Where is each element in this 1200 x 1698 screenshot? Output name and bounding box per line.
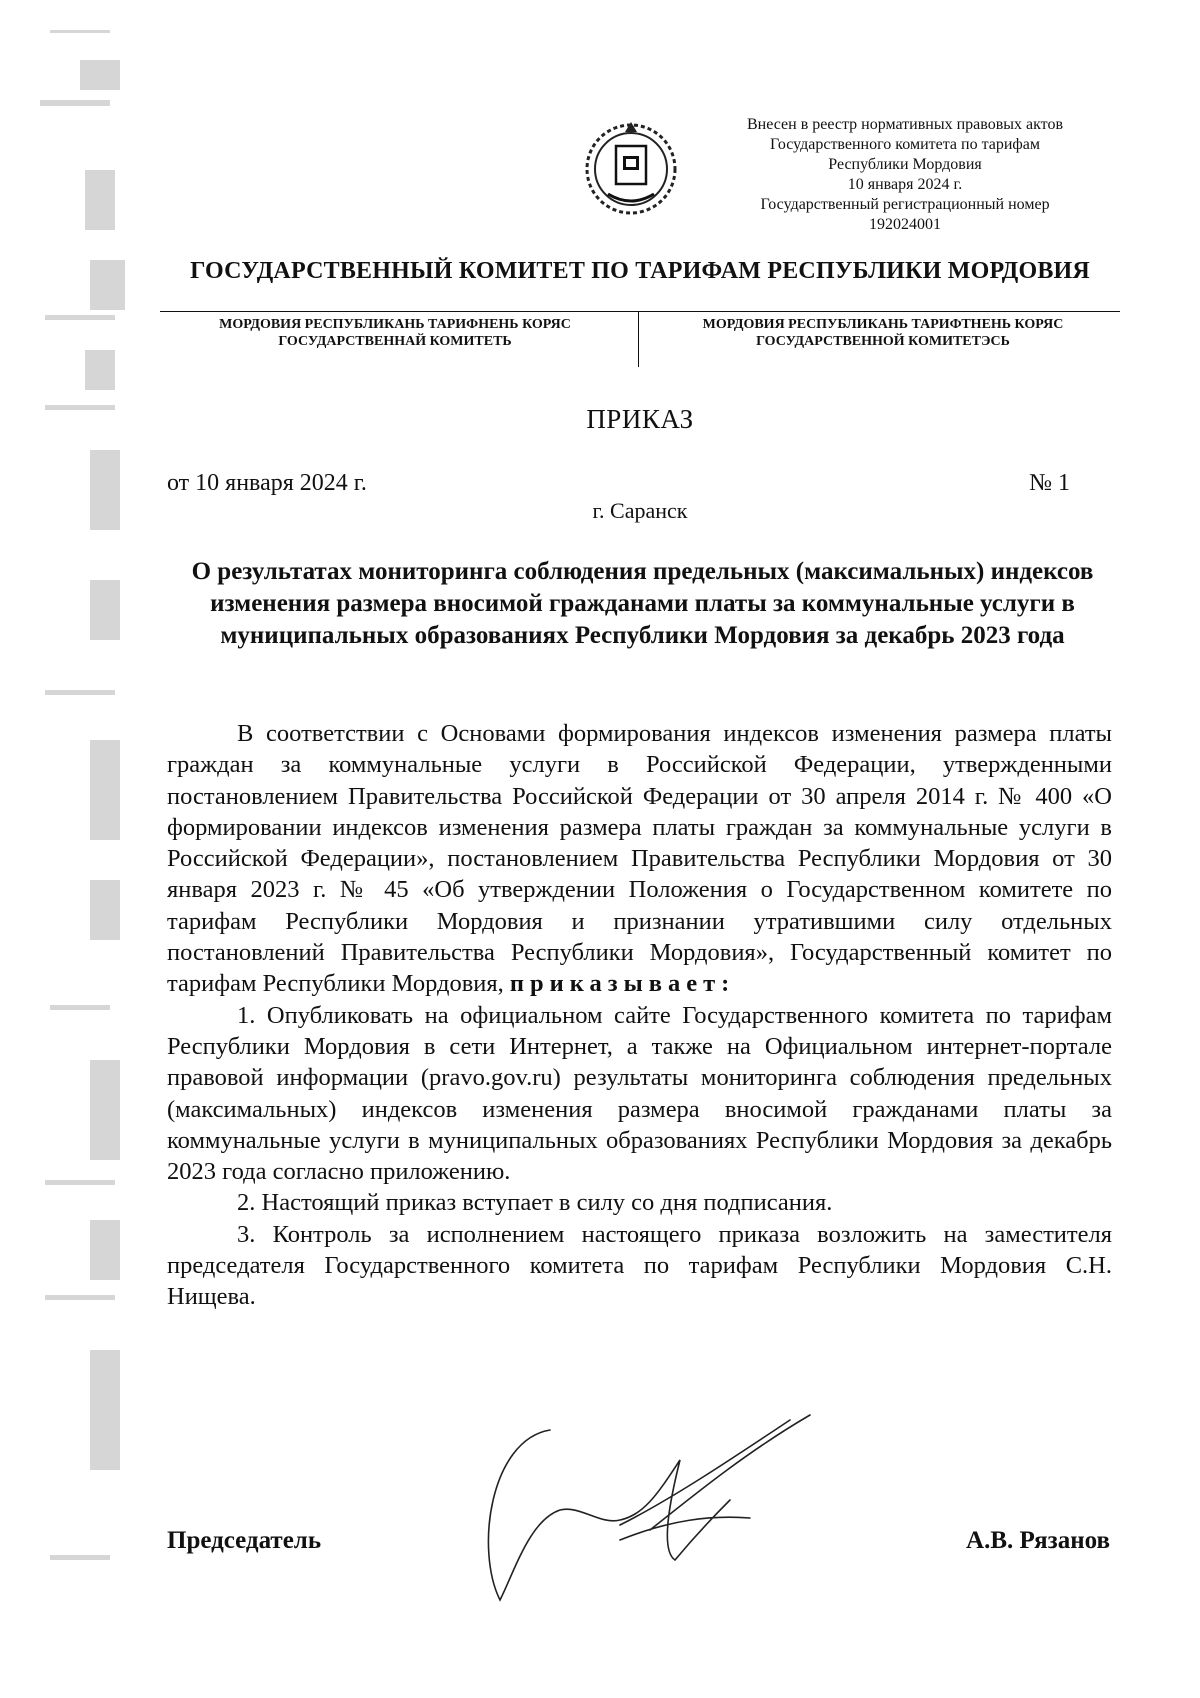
order-item-1: 1. Опубликовать на официальном сайте Государственного комитета по тарифам Республики Мордовия в сети Интернет, а также на Официальном интернет-портале правовой информации (pravo.gov.ru) результаты мониторинга соблюдения предельных (максимальных) индексов изменения размера вносимой гражданами платы за коммунальные услуги в муниципальных образованиях Республики Мордовия за декабрь 2023 года согласно приложению. [167, 1001, 1112, 1186]
orders-word: приказывает: [509, 970, 736, 998]
order-body [167, 718, 1112, 1313]
order-date: от 10 января 2024 г. [167, 470, 367, 496]
order-number: № 1 [1029, 470, 1070, 496]
document-type: ПРИКАЗ [586, 404, 694, 434]
subtitle-line: ГОСУДАРСТВЕННОЙ КОМИТЕТЭСЬ [756, 334, 1010, 349]
committee-subtitle-right [648, 316, 1118, 350]
order-subject: О результатах мониторинга соблюдения предельных (максимальных) индексов изменения размера вносимой гражданами платы за коммунальные услуги в муниципальных образованиях Республики Мордовия за декабрь 2023 года [191, 558, 1094, 649]
subtitle-line: МОРДОВИЯ РЕСПУБЛИКАНЬ ТАРИФТНЕНЬ КОРЯС [702, 317, 1064, 332]
signer-name: А.В. Рязанов [966, 1527, 1110, 1554]
preamble-paragraph [167, 718, 1112, 1000]
registry-line: 192024001 [869, 216, 941, 233]
registry-line: Государственный регистрационный номер [760, 196, 1050, 213]
signer-position: Председатель [167, 1527, 322, 1554]
header-column-divider [638, 311, 639, 367]
preamble-text: В соответствии с Основами формирования индексов изменения размера платы граждан за коммунальные услуги в Российской Федерации, утвержденными постановлением Правительства Российской Федерации от 30 апреля 2014 г. № 400 «О формировании индексов изменения размера платы граждан за коммунальные услуги в Российской Федерации», постановлением Правительства Республики Мордовия от 30 января 2023 г. № 45 «Об утверждении Положения о Государственном комитете по тарифам Республики Мордовия и признании утратившими силу отдельных постановлений Правительства Республики Мордовия», Государственный комитет по тарифам Республики Мордовия, [167, 720, 1112, 998]
order-item-3: 3. Контроль за исполнением настоящего приказа возложить на заместителя председателя Государственного комитета по тарифам Республики Мордовия С.Н. Нищева. [167, 1220, 1112, 1311]
scan-artifact-strip [30, 20, 140, 1660]
committee-subtitle-left [160, 316, 630, 350]
coat-of-arms-emblem [578, 114, 684, 220]
registry-line: Республики Мордовия [828, 156, 982, 173]
header-divider [160, 311, 1120, 312]
registry-line: Внесен в реестр нормативных правовых актов [747, 116, 1063, 133]
registry-line: 10 января 2024 г. [847, 176, 963, 193]
registry-line: Государственного комитета по тарифам [769, 136, 1041, 153]
handwritten-signature [470, 1400, 830, 1620]
order-item-2: 2. Настоящий приказ вступает в силу со дня подписания. [237, 1189, 833, 1217]
committee-title: ГОСУДАРСТВЕННЫЙ КОМИТЕТ ПО ТАРИФАМ РЕСПУБЛИКИ МОРДОВИЯ [190, 258, 1090, 284]
registry-stamp [700, 115, 1110, 235]
order-city: г. Саранск [592, 498, 688, 523]
subtitle-line: ГОСУДАРСТВЕННАЙ КОМИТЕТЬ [278, 334, 512, 349]
subtitle-line: МОРДОВИЯ РЕСПУБЛИКАНЬ ТАРИФНЕНЬ КОРЯС [219, 317, 571, 332]
